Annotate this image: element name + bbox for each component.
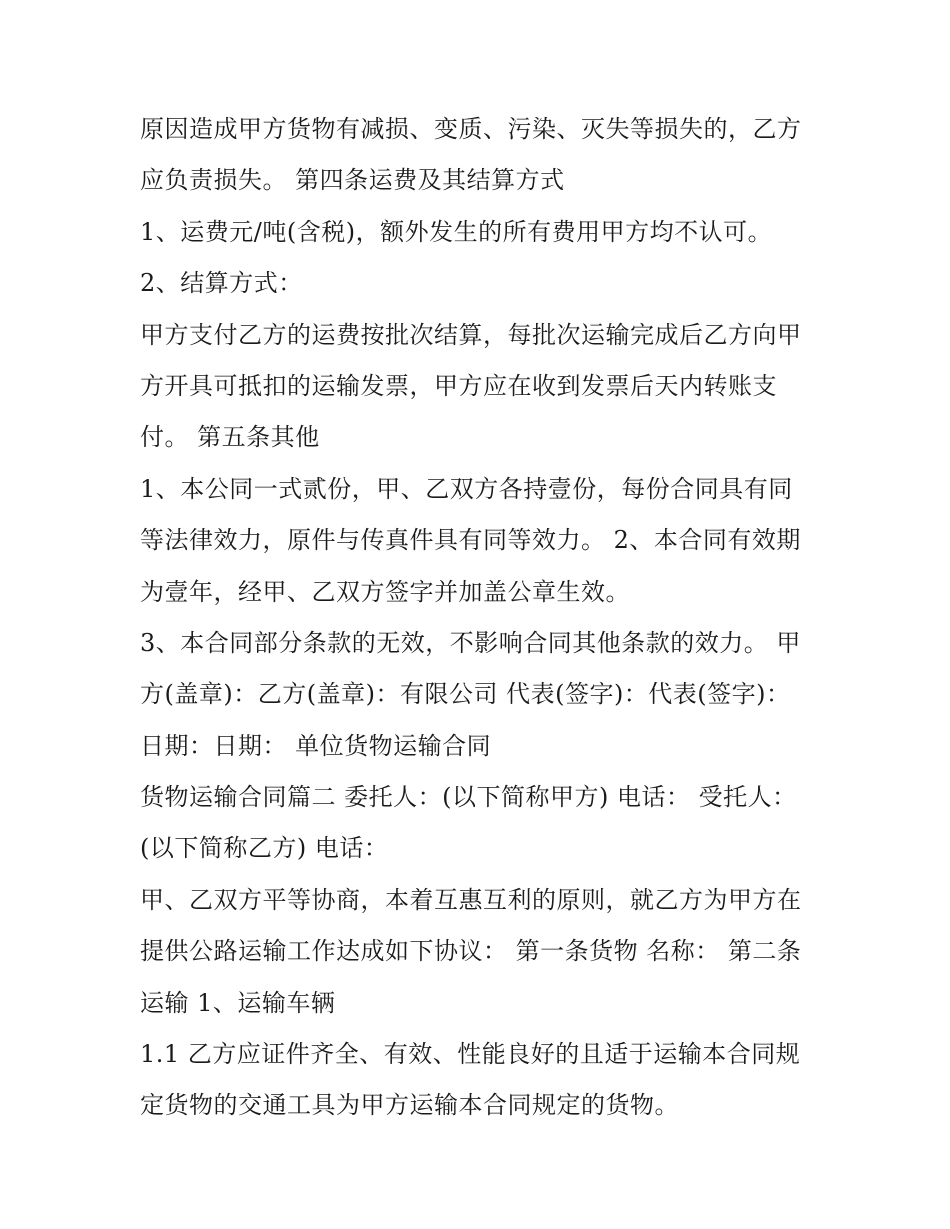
text-line: 1.1 乙方应证件齐全、有效、性能良好的且适于运输本合同规	[140, 1040, 801, 1069]
text-line: 甲、乙双方平等协商，本着互惠互利的原则，就乙方为甲方在	[140, 885, 802, 914]
text-line: 2、结算方式：	[140, 269, 303, 298]
text-line: (以下简称乙方) 电话：	[140, 834, 389, 863]
text-line: 应负责损失。 第四条运费及其结算方式	[140, 166, 565, 195]
text-line: 为壹年，经甲、乙双方签字并加盖公章生效。	[140, 577, 630, 606]
text-line: 提供公路运输工作达成如下协议： 第一条货物 名称： 第二条	[140, 937, 802, 966]
text-line: 原因造成甲方货物有减损、变质、污染、灭失等损失的，乙方	[140, 115, 802, 143]
text-line: 方(盖章)：乙方(盖章)：有限公司 代表(签字)：代表(签字)：	[140, 680, 791, 709]
text-line: 甲方支付乙方的运费按批次结算，每批次运输完成后乙方向甲	[140, 320, 802, 349]
text-line: 付。 第五条其他	[140, 423, 320, 452]
text-line: 货物运输合同篇二 委托人：(以下简称甲方) 电话： 受托人：	[140, 783, 797, 812]
text-line: 等法律效力，原件与传真件具有同等效力。 2、本合同有效期	[140, 526, 801, 555]
text-line: 3、本合同部分条款的无效，不影响合同其他条款的效力。 甲	[140, 628, 801, 657]
text-line: 日期：日期： 单位货物运输合同	[140, 731, 492, 760]
text-line: 定货物的交通工具为甲方运输本合同规定的货物。	[140, 1091, 679, 1120]
text-line: 1、本公同一式贰份，甲、乙双方各持壹份，每份合同具有同	[140, 474, 793, 503]
text-line: 1、运费元/吨(含税)，额外发生的所有费用甲方均不认可。	[140, 217, 773, 246]
text-line: 运输 1、运输车辆	[140, 988, 336, 1017]
document-body	[140, 104, 820, 1132]
text-line: 方开具可抵扣的运输发票，甲方应在收到发票后天内转账支	[140, 371, 777, 400]
